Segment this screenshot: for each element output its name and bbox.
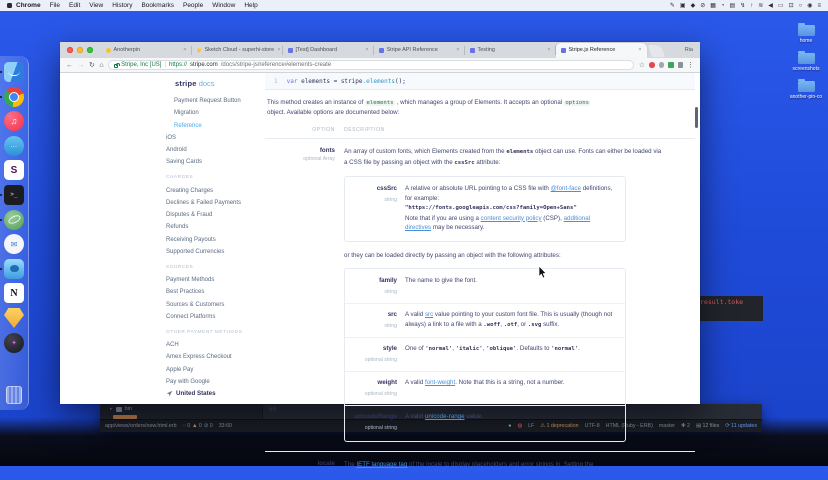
desktop-folder[interactable]: [786, 53, 826, 72]
text-segment: , which manages a group of Elements. It accepts an optional: [394, 99, 564, 106]
sidebar-item[interactable]: Payment Request Button: [174, 98, 241, 104]
tab-title: Testing: [477, 47, 495, 54]
text-segment: elements: [366, 100, 394, 106]
sidebar-item[interactable]: Refunds: [166, 224, 189, 231]
text-segment: .elements: [362, 77, 396, 85]
text-segment: options: [565, 100, 589, 106]
siri-icon[interactable]: ◉: [807, 3, 813, 9]
inline-link[interactable]: @font-face: [550, 185, 581, 192]
text-segment: , or: [517, 320, 528, 328]
tab-title: [Test] Dashboard: [295, 47, 338, 54]
menu-item[interactable]: Edit: [69, 2, 81, 9]
sidebar-item[interactable]: Sources & Customers: [166, 301, 225, 308]
option-name: src: [387, 311, 397, 318]
sidebar-item[interactable]: Disputes & Fraud: [166, 212, 213, 219]
text-segment: One of: [405, 345, 426, 352]
sidebar-item[interactable]: SOURCES: [166, 264, 194, 270]
tab-close-icon[interactable]: ×: [183, 47, 187, 54]
sidebar-item[interactable]: ACH: [166, 342, 179, 349]
option-row: [345, 337, 625, 371]
text-segment: attribute:: [474, 158, 501, 166]
folder-icon: [798, 25, 815, 36]
text-segment: ,: [452, 345, 456, 352]
code-line-number: 1: [274, 77, 278, 85]
sidebar-item[interactable]: Connect Platforms: [166, 314, 216, 321]
option-meta: string: [384, 322, 397, 329]
clock-icon[interactable]: ◔: [720, 2, 725, 9]
text-segment: elements = stripe: [297, 77, 363, 85]
text-segment: suffix.: [541, 320, 560, 328]
apple-logo-icon[interactable]: [7, 3, 12, 8]
display-icon[interactable]: ▣: [679, 3, 686, 9]
text-segment: object can use. Fonts can either be loaded via a CSS file by passing an object with the: [344, 148, 662, 166]
text-segment: .svg: [527, 321, 542, 328]
reload-button[interactable]: ↻: [89, 61, 95, 69]
menu-item[interactable]: View: [89, 2, 104, 9]
option-row-locale: [265, 451, 695, 480]
option-description: [405, 344, 613, 355]
country-label: United States: [176, 390, 216, 397]
text-segment: The: [344, 461, 357, 468]
ev-certificate-badge[interactable]: Stripe, Inc [US]: [121, 62, 162, 68]
sidebar-item[interactable]: Amex Express Checkout: [166, 354, 232, 361]
option-description: [344, 460, 644, 470]
browser-toolbar: [60, 58, 700, 73]
background-editor-code-fragment[interactable]: result.toke: [697, 296, 763, 321]
menu-item[interactable]: People: [182, 2, 204, 9]
wifi-icon[interactable]: ≋: [758, 3, 764, 9]
option-row: [345, 371, 625, 405]
lint-counter: ⊘ 0: [203, 423, 213, 429]
text-segment: This method creates an instance of: [267, 99, 366, 106]
text-segment: 'oblique': [486, 346, 517, 352]
keyboard-icon[interactable]: ▤: [729, 3, 736, 9]
option-name: unicodeRange: [354, 413, 397, 420]
tab-title: Stripe.js Reference: [568, 47, 616, 54]
mouse-cursor: [538, 266, 547, 279]
chrome-dock-icon[interactable]: [4, 87, 24, 107]
tab-anotherpin[interactable]: [101, 43, 192, 59]
tab-close-icon[interactable]: ×: [638, 47, 642, 54]
menu-item[interactable]: Chrome: [16, 2, 41, 9]
trash-dock-icon[interactable]: [6, 386, 22, 404]
finder-dock-icon[interactable]: [4, 62, 24, 82]
app-menus: [16, 2, 258, 9]
text-segment: 'italic': [455, 346, 483, 352]
editor-file-tree[interactable]: [100, 404, 263, 419]
terminal-dock-icon[interactable]: >_: [4, 185, 24, 205]
sketch-dock-icon[interactable]: [4, 308, 24, 328]
do-not-disturb-icon[interactable]: ⊘: [700, 3, 706, 9]
menu-bar: [0, 0, 828, 11]
option-header: OPTION: [312, 127, 335, 133]
folder-icon: [798, 53, 815, 64]
text-segment: A valid: [405, 379, 425, 386]
option-description: [405, 378, 613, 388]
battery-icon[interactable]: ▭: [777, 3, 784, 9]
tab-title: Sketch Cloud - superhi-store: [204, 47, 275, 54]
menu-item[interactable]: File: [49, 2, 61, 9]
folder-icon: [116, 407, 122, 412]
sync-ok-icon[interactable]: ●: [508, 423, 512, 429]
spotlight-search-icon[interactable]: ○: [798, 2, 803, 9]
desktop-folder[interactable]: [786, 81, 826, 100]
bolt-icon[interactable]: ↯: [740, 3, 746, 9]
inline-link[interactable]: unicode-range: [424, 413, 465, 420]
text-segment: object. Available options are documented below:: [267, 109, 400, 116]
option-row-cssSrc: [345, 178, 625, 239]
options-table: [265, 127, 695, 480]
lint-counter: ◌ 0: [182, 423, 191, 429]
option-meta: optional string: [364, 356, 397, 363]
sidebar-item[interactable]: Receiving Payouts: [166, 236, 216, 243]
chrome-profile-name[interactable]: Ria: [684, 47, 693, 53]
tab-close-icon[interactable]: ×: [456, 47, 460, 54]
stripe-docs-logo[interactable]: stripe docs: [175, 79, 215, 88]
option-row: [345, 270, 625, 303]
text-segment: A relative or absolute URL pointing to a CSS file with: [405, 185, 551, 192]
home-button[interactable]: ⌂: [99, 61, 104, 69]
url-path: /docs/stripe-js/reference#elements-create: [220, 62, 332, 68]
desktop-folder-list: [786, 25, 826, 100]
bookmark-star-icon[interactable]: ☆: [638, 62, 645, 69]
forward-button[interactable]: →: [77, 61, 85, 69]
cursor-position[interactable]: 33:60: [218, 423, 232, 429]
shield-icon[interactable]: ◆: [690, 3, 696, 9]
tab-close-icon[interactable]: ×: [547, 47, 551, 54]
inline-link[interactable]: IETF language tag: [356, 461, 408, 468]
text-segment: ,: [500, 320, 504, 328]
toolbar-actions: [639, 61, 694, 69]
sidebar-item[interactable]: iOS: [166, 134, 177, 141]
font-attributes-box: [344, 268, 626, 442]
tab-favicon: [561, 48, 566, 53]
new-tab-button[interactable]: [648, 45, 665, 57]
option-row: [345, 405, 625, 439]
gutter-line-number: 50: [269, 406, 277, 413]
sidebar-item[interactable]: Apple Pay: [166, 366, 194, 373]
git-diff-indicator[interactable]: ✚ 2: [681, 423, 690, 429]
option-name: fonts: [319, 147, 335, 154]
tab-favicon: [379, 48, 384, 53]
text-segment: An array of custom fonts, which Elements created from the: [344, 148, 507, 155]
window-grid-icon[interactable]: ▦: [710, 3, 716, 9]
folder-label: another-pin-co: [789, 94, 823, 100]
tab-stripe-api-reference[interactable]: [374, 43, 465, 59]
table-header: [265, 127, 695, 139]
tab-stripe-js-reference[interactable]: [556, 43, 647, 59]
option-description: [344, 147, 662, 168]
text-segment: may be necessary.: [431, 224, 485, 231]
tab-testing[interactable]: [465, 43, 556, 59]
notification-center-icon[interactable]: ≡: [817, 2, 821, 9]
window-zoom-button[interactable]: [87, 47, 93, 53]
menu-item[interactable]: Help: [244, 2, 258, 9]
lint-counter: ▲ 0: [192, 423, 202, 429]
music-dock-icon[interactable]: ♫: [4, 111, 24, 131]
tabs: [101, 43, 647, 59]
url-domain: stripe.com: [190, 62, 218, 68]
file-path[interactable]: app/views/orders/new.html.erb: [105, 423, 177, 429]
pen-icon[interactable]: ✎: [669, 3, 675, 9]
location-arrow-icon: [166, 390, 173, 397]
menu-status-icons: [670, 2, 821, 9]
option-meta: string: [384, 196, 397, 203]
menu-item[interactable]: Window: [212, 2, 236, 9]
text-segment: . Note that this is a string, not a number.: [455, 379, 565, 386]
description-header: DESCRIPTION: [344, 127, 385, 133]
sidebar-item[interactable]: Supported Currencies: [166, 249, 225, 256]
text-segment: "https://fonts.googleapis.com/css?family=Open+Sans": [405, 205, 577, 211]
option-description: [405, 184, 613, 233]
updates-indicator[interactable]: ⟳ 11 updates: [725, 423, 757, 429]
text-segment: (CSP),: [541, 214, 564, 222]
display-mirror-icon[interactable]: ⊡: [788, 3, 794, 9]
tab-test-dashboard[interactable]: [283, 43, 374, 59]
text-segment: of the locale to display placeholders and error strings in. Setting the: [407, 461, 594, 468]
tab-strip: [60, 42, 700, 58]
scrollbar-thumb[interactable]: [695, 107, 698, 128]
adblock-extension-icon[interactable]: [649, 62, 655, 68]
text-segment: The name to give the font.: [405, 277, 477, 284]
option-meta: optional Array: [303, 156, 335, 162]
intro-paragraph: [267, 98, 599, 117]
code-line: [287, 78, 406, 85]
option-name: weight: [377, 379, 397, 386]
option-description: [405, 276, 613, 286]
extension-icon[interactable]: [659, 62, 665, 68]
sidebar-item[interactable]: Creating Charges: [166, 187, 214, 194]
inline-link[interactable]: additional directives: [405, 214, 591, 231]
docs-sidebar: [166, 73, 263, 404]
menu-item[interactable]: Bookmarks: [141, 2, 174, 9]
option-meta: optional string: [364, 424, 397, 431]
text-segment: Note that if you are using a: [405, 214, 481, 222]
code-example[interactable]: [265, 73, 695, 90]
tab-sketch-cloud[interactable]: [192, 43, 283, 59]
tree-folder-label[interactable]: bin: [124, 406, 133, 412]
inline-link[interactable]: src: [424, 311, 434, 318]
text-segment: .: [578, 345, 580, 352]
tab-title: Stripe API Reference: [386, 47, 438, 54]
text-segment: A valid: [405, 413, 425, 420]
text-segment: cssSrc: [454, 159, 475, 166]
sidebar-item[interactable]: Payment Methods: [166, 277, 215, 284]
tab-title: Anotherpin: [113, 47, 141, 54]
window-close-button[interactable]: [67, 47, 73, 53]
text-segment: .otf: [503, 321, 518, 328]
text-segment: 'normal': [425, 346, 453, 352]
option-name: family: [379, 277, 397, 284]
up-arrow-icon[interactable]: ↑: [750, 2, 754, 9]
address-bar[interactable]: [108, 60, 634, 71]
country-selector[interactable]: [166, 390, 216, 397]
back-button[interactable]: ←: [66, 61, 73, 69]
folder-icon: [798, 81, 815, 92]
tree-expand-icon[interactable]: ▸: [110, 406, 113, 412]
inline-link[interactable]: content security policy: [480, 214, 542, 222]
tab-favicon: [288, 48, 293, 53]
imovie-dock-icon[interactable]: ✦: [4, 333, 24, 353]
dock: [0, 56, 29, 410]
sidebar-item[interactable]: Best Practices: [166, 289, 205, 296]
css-src-box: [344, 176, 626, 242]
tab-favicon: [106, 48, 111, 53]
option-row: [345, 303, 625, 337]
option-description: [405, 412, 613, 422]
tweetbot-dock-icon[interactable]: [4, 259, 24, 279]
git-branch-indicator[interactable]: master: [658, 423, 676, 429]
text-segment: definitions, for example:: [405, 185, 613, 202]
atom-dock-icon[interactable]: [4, 210, 24, 230]
text-segment: . Defaults to: [516, 345, 552, 352]
folder-label: home: [799, 38, 813, 44]
folder-label: screenshots: [792, 66, 820, 72]
text-segment: ();: [395, 77, 406, 85]
sidebar-item[interactable]: OTHER PAYMENT METHODS: [166, 329, 243, 335]
url-scheme: https://: [169, 62, 188, 68]
or-text: or they can be loaded directly by passing an object with the following attributes:: [344, 251, 561, 259]
files-indicator[interactable]: ▤ 12 files: [695, 423, 720, 429]
slack-dock-icon[interactable]: S: [4, 160, 24, 180]
sidebar-item[interactable]: Migration: [174, 110, 199, 117]
deprecation-warning[interactable]: ⚠ 1 deprecation: [540, 423, 579, 429]
desktop-folder[interactable]: [786, 25, 826, 44]
tab-favicon: [470, 48, 475, 53]
sidebar-item[interactable]: Declines & Failed Payments: [166, 199, 242, 206]
text-segment: elements: [506, 149, 534, 155]
cast-extension-icon[interactable]: [678, 62, 684, 68]
volume-icon[interactable]: ◀: [768, 3, 773, 9]
chrome-menu-icon[interactable]: ⋮: [687, 62, 694, 69]
text-segment: value.: [464, 413, 483, 420]
line-ending-indicator[interactable]: LF: [528, 423, 535, 429]
text-segment: value pointing to your custom font file. This is usually (though not always) a link to a file with a: [405, 311, 613, 328]
sidebar-item[interactable]: Reference: [174, 122, 202, 129]
text-segment: 'normal': [551, 346, 579, 352]
sidebar-item[interactable]: Android: [166, 147, 187, 154]
option-name: locale: [317, 460, 335, 467]
window-minimize-button[interactable]: [77, 47, 83, 53]
tab-close-icon[interactable]: ×: [365, 47, 369, 54]
option-description: [405, 310, 613, 330]
encoding-indicator[interactable]: UTF-8: [584, 423, 600, 429]
notion-dock-icon[interactable]: N: [4, 283, 24, 303]
evernote-extension-icon[interactable]: [668, 62, 674, 68]
tab-close-icon[interactable]: ×: [277, 47, 281, 54]
mail-dock-icon[interactable]: ✉: [4, 234, 24, 254]
sidebar-item[interactable]: CHARGES: [166, 175, 194, 181]
text-segment: A valid: [405, 311, 425, 318]
docs-nav: [166, 95, 263, 388]
tab-favicon: [197, 48, 202, 53]
option-meta: optional string: [364, 390, 397, 397]
menu-item[interactable]: History: [112, 2, 133, 9]
sidebar-item[interactable]: Saving Cards: [166, 159, 203, 166]
modified-file-highlight[interactable]: [113, 415, 137, 419]
option-meta: string: [384, 288, 397, 295]
error-icon[interactable]: ◍: [517, 423, 523, 429]
url-separator: |: [164, 62, 167, 68]
ssl-lock-icon: [114, 64, 118, 68]
option-row-fonts: [265, 139, 695, 442]
messages-dock-icon[interactable]: …: [4, 136, 24, 156]
option-name: style: [382, 345, 397, 352]
option-name: cssSrc: [376, 185, 397, 192]
text-segment: ,: [482, 345, 487, 352]
sidebar-item[interactable]: Pay with Google: [166, 379, 210, 386]
grammar-indicator[interactable]: HTML (Ruby - ERB): [605, 423, 653, 429]
text-segment: .woff: [483, 321, 501, 328]
text-segment: var: [286, 77, 298, 85]
inline-link[interactable]: font-weight: [424, 379, 456, 386]
window-controls: [67, 42, 93, 58]
lint-counters[interactable]: [183, 423, 213, 429]
